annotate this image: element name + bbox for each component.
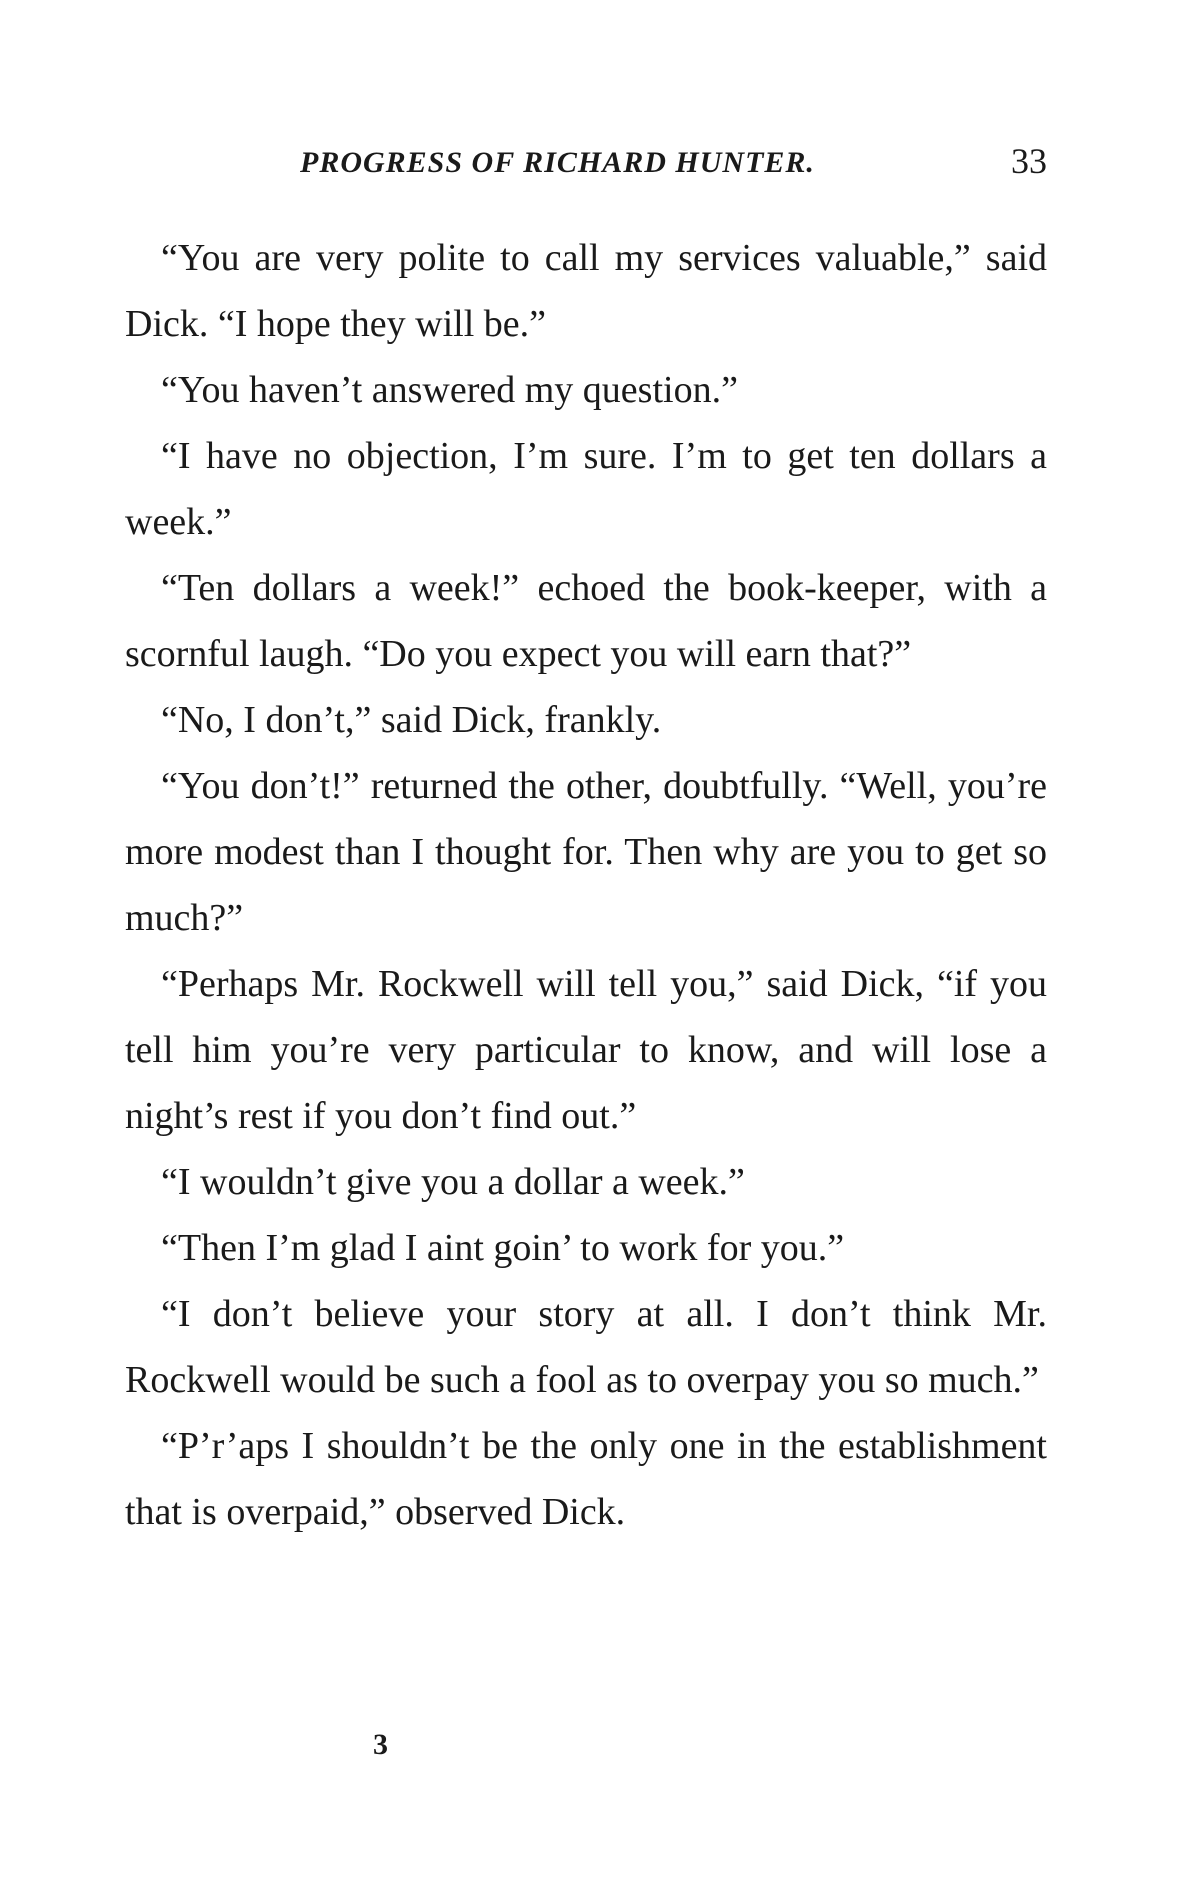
running-head-title: PROGRESS OF RICHARD HUNTER. (300, 146, 815, 179)
paragraph: “You haven’t answered my question.” (161, 369, 738, 411)
paragraph: “You are very polite to call my services valuable,” said Dick. “I hope they will be.” (125, 237, 1047, 345)
paragraph: “Ten dollars a week!” echoed the book-keeper, with a scornful laugh. “Do you expect you will earn that?” (125, 567, 1047, 675)
running-head (125, 140, 1047, 188)
signature-mark: 3 (373, 1728, 388, 1761)
page-number: 33 (1011, 141, 1047, 181)
body-text (125, 225, 1047, 1545)
paragraph: “You don’t!” returned the other, doubtfully. “Well, you’re more modest than I thought for. Then why are you to get so much?” (125, 765, 1047, 939)
paragraph: “Then I’m glad I aint goin’ to work for you.” (161, 1227, 845, 1269)
paragraph: “No, I don’t,” said Dick, frankly. (161, 699, 662, 741)
paragraph: “P’r’aps I shouldn’t be the only one in the establishment that is overpaid,” observed Dick. (125, 1425, 1047, 1533)
paragraph: “Perhaps Mr. Rockwell will tell you,” said Dick, “if you tell him you’re very particular to know, and will lose a night’s rest if you don’t find out.” (125, 963, 1047, 1137)
paragraph: “I wouldn’t give you a dollar a week.” (161, 1161, 745, 1203)
paragraph: “I don’t believe your story at all. I don’t think Mr. Rockwell would be such a fool as to overpay you so much.” (125, 1293, 1047, 1401)
paragraph: “I have no objection, I’m sure. I’m to get ten dollars a week.” (125, 435, 1047, 543)
